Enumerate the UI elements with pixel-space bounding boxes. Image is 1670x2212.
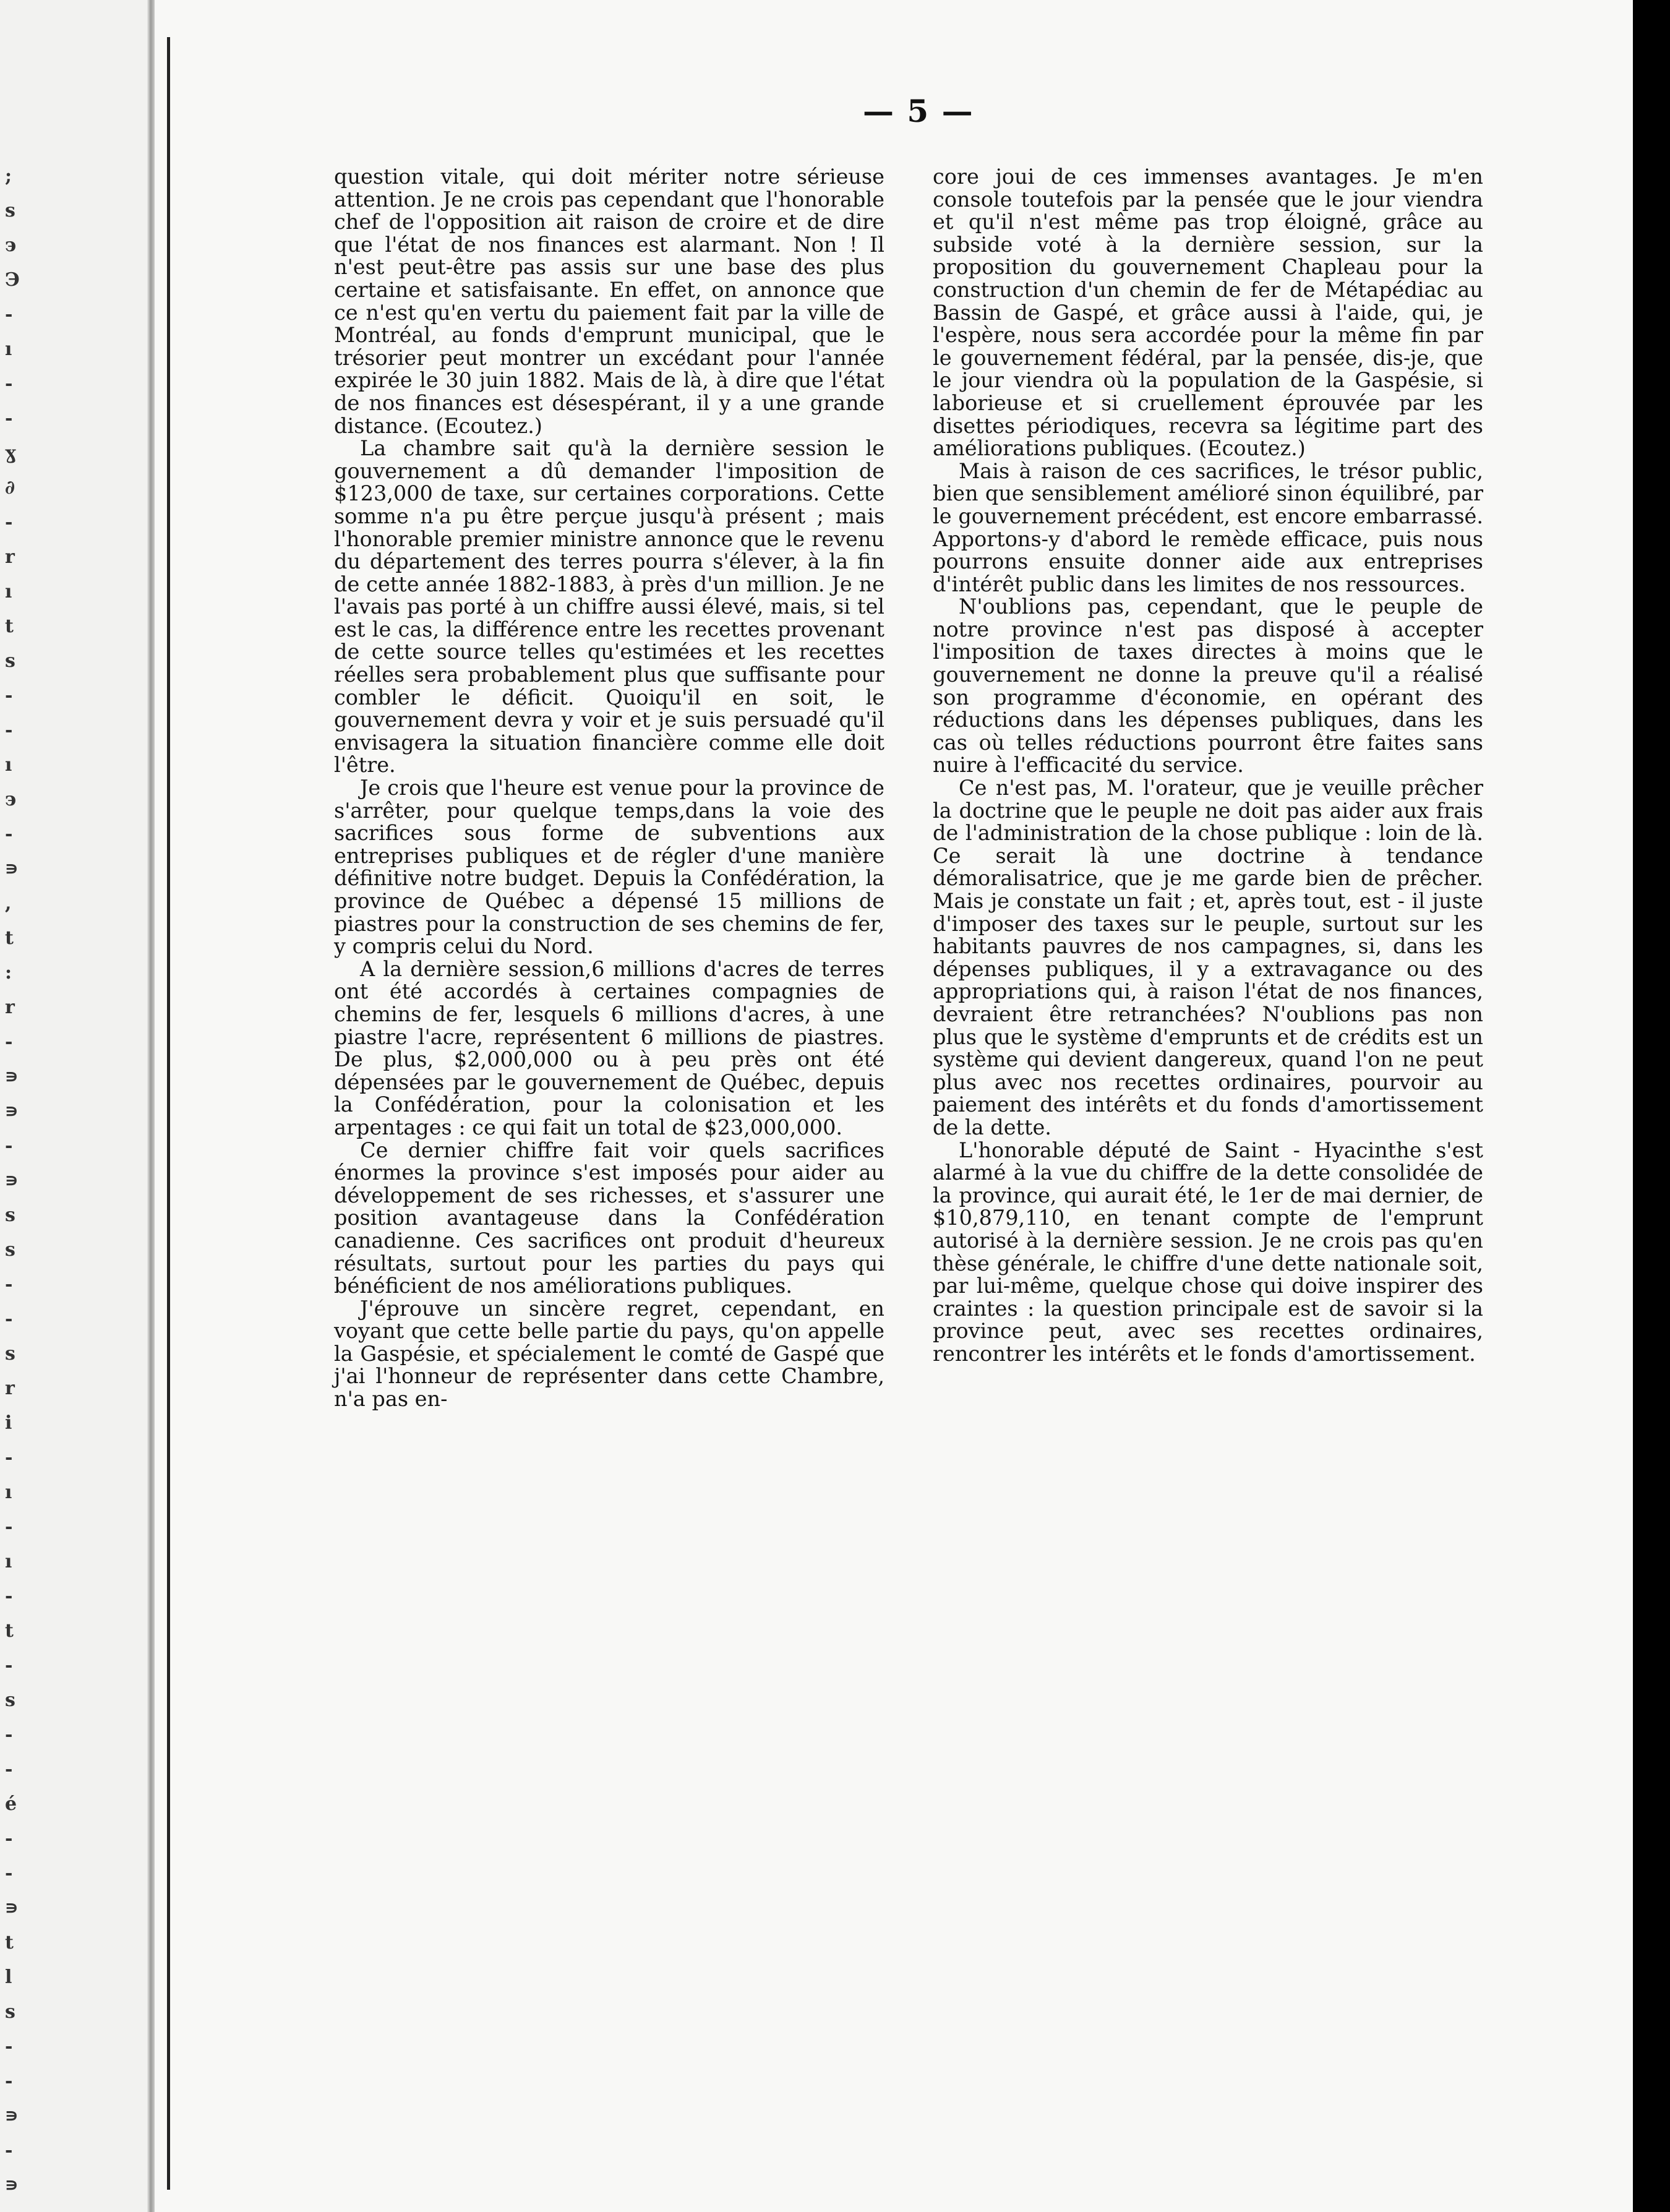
bleed-glyph: - xyxy=(5,1863,13,1884)
bleed-glyph: s xyxy=(5,1689,15,1711)
bleed-glyph: - xyxy=(5,1031,13,1053)
bleed-glyph: - xyxy=(5,1759,13,1780)
bleed-glyph: - xyxy=(5,408,13,429)
bleed-glyph: Э xyxy=(5,269,20,291)
bleed-glyph: - xyxy=(5,1447,13,1468)
bleed-glyph: t xyxy=(5,615,14,637)
bleed-glyph: ∍ xyxy=(5,858,19,880)
paragraph: N'oublions pas, cependant, que le peuple de notre province n'est pas disposé à accepter l'imposition de taxes directes à moins que le gouvernement ne donne la preuve qu'il a réalisé son programme d'économie, en opérant des réductions dans les dépenses publiques, dans les cas où telles réductions pourront être faites sans nuire à l'efficacité du service. xyxy=(933,594,1483,778)
paragraph: La chambre sait qu'à la dernière session le gouvernement a dû demander l'imposition de $123,000 de taxe, sur certaines corporations. Cette somme n'a pu être perçue jusqu'à présent ; mais l'honorable premier ministre annonce que le revenu du département des terres pourra s'élever, à la fin de cette année 1882-1883, à près d'un million. Je ne l'avais pas porté à un chiffre aussi élevé, mais, si tel est le cas, la différence entre les recettes provenant de cette source telles qu'estimées et les recettes réelles sera probablement plus que suffisante pour combler le déficit. Quoiqu'il en soit, le gouvernement devra y voir et je suis persuadé qu'il envisagera la situation financière comme elle doit l'être. xyxy=(334,436,884,778)
bleed-glyph: t xyxy=(5,927,14,949)
page-number: — 5 — xyxy=(863,93,974,129)
bleed-glyph: - xyxy=(5,304,13,325)
bleed-glyph: - xyxy=(5,1655,13,1676)
bleed-glyph: , xyxy=(5,893,12,914)
bleed-glyph: ı xyxy=(5,581,12,602)
paragraph: J'éprouve un sincère regret, cependant, en voyant que cette belle partie du pays, qu'on appelle la Gaspésie, et spécialement le comté de Gaspé que j'ai l'honneur de représenter dans cette Chambre, n'a pas en- xyxy=(334,1296,884,1412)
paragraph: core joui de ces immenses avantages. Je m'en console toutefois par la pensée que le jour viendra et qu'il n'est même pas trop éloigné, grâce au subside voté à la dernière session, sur la proposition du gouvernement Chapleau pour la construction d'un chemin de fer de Métapédiac au Bassin de Gaspé, et grâce aussi à l'aide, qui, je l'espère, nous sera accordée pour la même fin par le gouvernement fédéral, par la pensée, dis-je, que le jour viendra où la population de la Gaspésie, si laborieuse et si cruellement éprouvée par les disettes périodiques, recevra sa légitime part des améliorations publiques. (Ecoutez.) xyxy=(933,165,1483,461)
bleed-glyph: - xyxy=(5,685,13,706)
text-column-right xyxy=(933,166,1483,1365)
bleed-glyph: э xyxy=(5,234,17,256)
bleed-glyph: ∂ xyxy=(5,477,15,499)
paragraph: question vitale, qui doit mériter notre sérieuse attention. Je ne crois pas cependant que l'honorable chef de l'opposition ait raison de croire et de dire que l'état de nos finances est alarmant. Non ! Il n'est peut-être pas assis sur une base des plus certaine et satisfaisante. En effet, on annonce que ce n'est qu'en vertu du paiement fait par la ville de Montréal, au fonds d'emprunt municipal, que le trésorier peut montrer un excédant pour l'année expirée le 30 juin 1882. Mais de là, à dire que l'état de nos finances est désespérant, il y a une grande distance. (Ecoutez.) xyxy=(334,165,884,438)
previous-page-margin xyxy=(0,0,155,2212)
bleed-glyph: é xyxy=(5,1793,17,1815)
bleed-glyph: ∍ xyxy=(5,1100,19,1122)
bleed-glyph: - xyxy=(5,373,13,395)
bleed-glyph: - xyxy=(5,1516,13,1538)
paragraph: Je crois que l'heure est venue pour la province de s'arrêter, pour quelque temps,dans la voie des sacrifices sous forme de subventions aux entreprises publiques et de régler d'une manière définitive notre budget. Depuis la Confédération, la province de Québec a dépensé 15 millions de piastres pour la construction de ses chemins de fer, y compris celui du Nord. xyxy=(334,776,884,959)
bleed-glyph: - xyxy=(5,2070,13,2092)
bleed-glyph: ı xyxy=(5,1551,12,1572)
bleed-glyph: s xyxy=(5,1239,15,1261)
bleed-glyph: i xyxy=(5,1412,12,1434)
bleed-glyph: ı xyxy=(5,754,12,776)
bleed-glyph: - xyxy=(5,1135,13,1157)
bleed-glyph: - xyxy=(5,1828,13,1850)
bleed-glyph: t xyxy=(5,1932,14,1953)
binding-rule xyxy=(167,37,170,2190)
bleed-glyph: ı xyxy=(5,1481,12,1503)
bleed-glyph: э xyxy=(5,789,17,810)
bleed-glyph: - xyxy=(5,2036,13,2057)
bleed-glyph: r xyxy=(5,1378,15,1399)
bleed-glyph: - xyxy=(5,719,13,741)
bleed-glyph: s xyxy=(5,200,15,221)
scan-border-right xyxy=(1633,0,1670,2212)
bleed-glyph: s xyxy=(5,1343,15,1365)
bleed-glyph: ; xyxy=(5,165,12,187)
bleed-glyph: l xyxy=(5,1966,12,1988)
bleed-glyph: ∍ xyxy=(5,2174,19,2196)
paragraph: Mais à raison de ces sacrifices, le trésor public, bien que sensiblement amélioré sinon équilibré, par le gouvernement précédent, est encore embarrassé. Apportons-y d'abord le remède efficace, puis nous pourrons ensuite donner aide aux entreprises d'intérêt public dans les limites de nos ressources. xyxy=(933,458,1483,596)
bleed-glyph: ı xyxy=(5,338,12,360)
paragraph: Ce dernier chiffre fait voir quels sacrifices énormes la province s'est imposés pour aider au développement de ses richesses, et s'assurer une position avantageuse dans la Confédération canadienne. Ces sacrifices ont produit d'heureux résultats, surtout pour les parties du pays qui bénéficient de nos améliorations publiques. xyxy=(334,1138,884,1298)
bleed-glyph: ∍ xyxy=(5,1897,19,1919)
bleed-glyph: : xyxy=(5,962,12,984)
bleed-glyph: - xyxy=(5,1308,13,1330)
bleed-glyph: ∍ xyxy=(5,1170,19,1191)
bleed-glyph: - xyxy=(5,1274,13,1295)
bleed-glyph: ɣ xyxy=(5,442,17,464)
bleed-glyph: s xyxy=(5,1204,15,1226)
bleed-glyph: ∍ xyxy=(5,1066,19,1087)
bleed-glyph: s xyxy=(5,650,15,672)
text-column-left xyxy=(334,166,884,1411)
paragraph: A la dernière session,6 millions d'acres de terres ont été accordés à certaines compagnies de chemins de fer, lesquels 6 millions d'acres, à une piastre l'acre, représentent 6 millions de piastres. De plus, $2,000,000 ou à peu près ont été dépensées par le gouvernement de Québec, depuis la Confédération, pour la colonisation et les arpentages : ce qui fait un total de $23,000,000. xyxy=(334,956,884,1139)
bleed-glyph: t xyxy=(5,1620,14,1642)
bleed-glyph: s xyxy=(5,2001,15,2023)
bleed-glyph: ∍ xyxy=(5,2105,19,2127)
paragraph: Ce n'est pas, M. l'orateur, que je veuille prêcher la doctrine que le peuple ne doit pas aider aux frais de l'administration de la chose publique : loin de là. Ce serait là une doctrine à tendance démoralisatrice, que je me garde bien de prêcher. Mais je constate un fait ; et, après tout, est - il juste d'imposer des taxes sur le peuple, surtout sur les habitants pauvres de nos campagnes, si, dans les dépenses publiques, il y a extravagance ou des appropriations qui, à raison l'état de nos finances, devraient être retranchées? N'oublions pas non plus que le système d'emprunts et de crédits est un système qui devient dangereux, quand l'on ne peut plus avec nos recettes ordinaires, pourvoir au paiement des intérêts et du fonds d'amortissement de la dette. xyxy=(933,776,1483,1139)
bleed-glyph: r xyxy=(5,997,15,1018)
bleed-glyph: - xyxy=(5,1724,13,1746)
bleed-glyph: - xyxy=(5,823,13,845)
bleed-glyph: - xyxy=(5,512,13,533)
bleed-glyph: r xyxy=(5,546,15,568)
bleed-glyph: - xyxy=(5,1585,13,1607)
paragraph: L'honorable député de Saint - Hyacinthe s'est alarmé à la vue du chiffre de la dette consolidée de la province, qui aurait été, le 1er de mai dernier, de $10,879,110, en tenant compte de l'emprunt autorisé à la dernière session. Je ne crois pas qu'en thèse générale, le chiffre d'une dette nationale soit, par lui-même, quelque chose qui doive inspirer des craintes : la question principale est de savoir si la province peut, avec ses recettes ordinaires, rencontrer les intérêts et le fonds d'amortissement. xyxy=(933,1138,1483,1366)
bleed-glyph: - xyxy=(5,2140,13,2161)
